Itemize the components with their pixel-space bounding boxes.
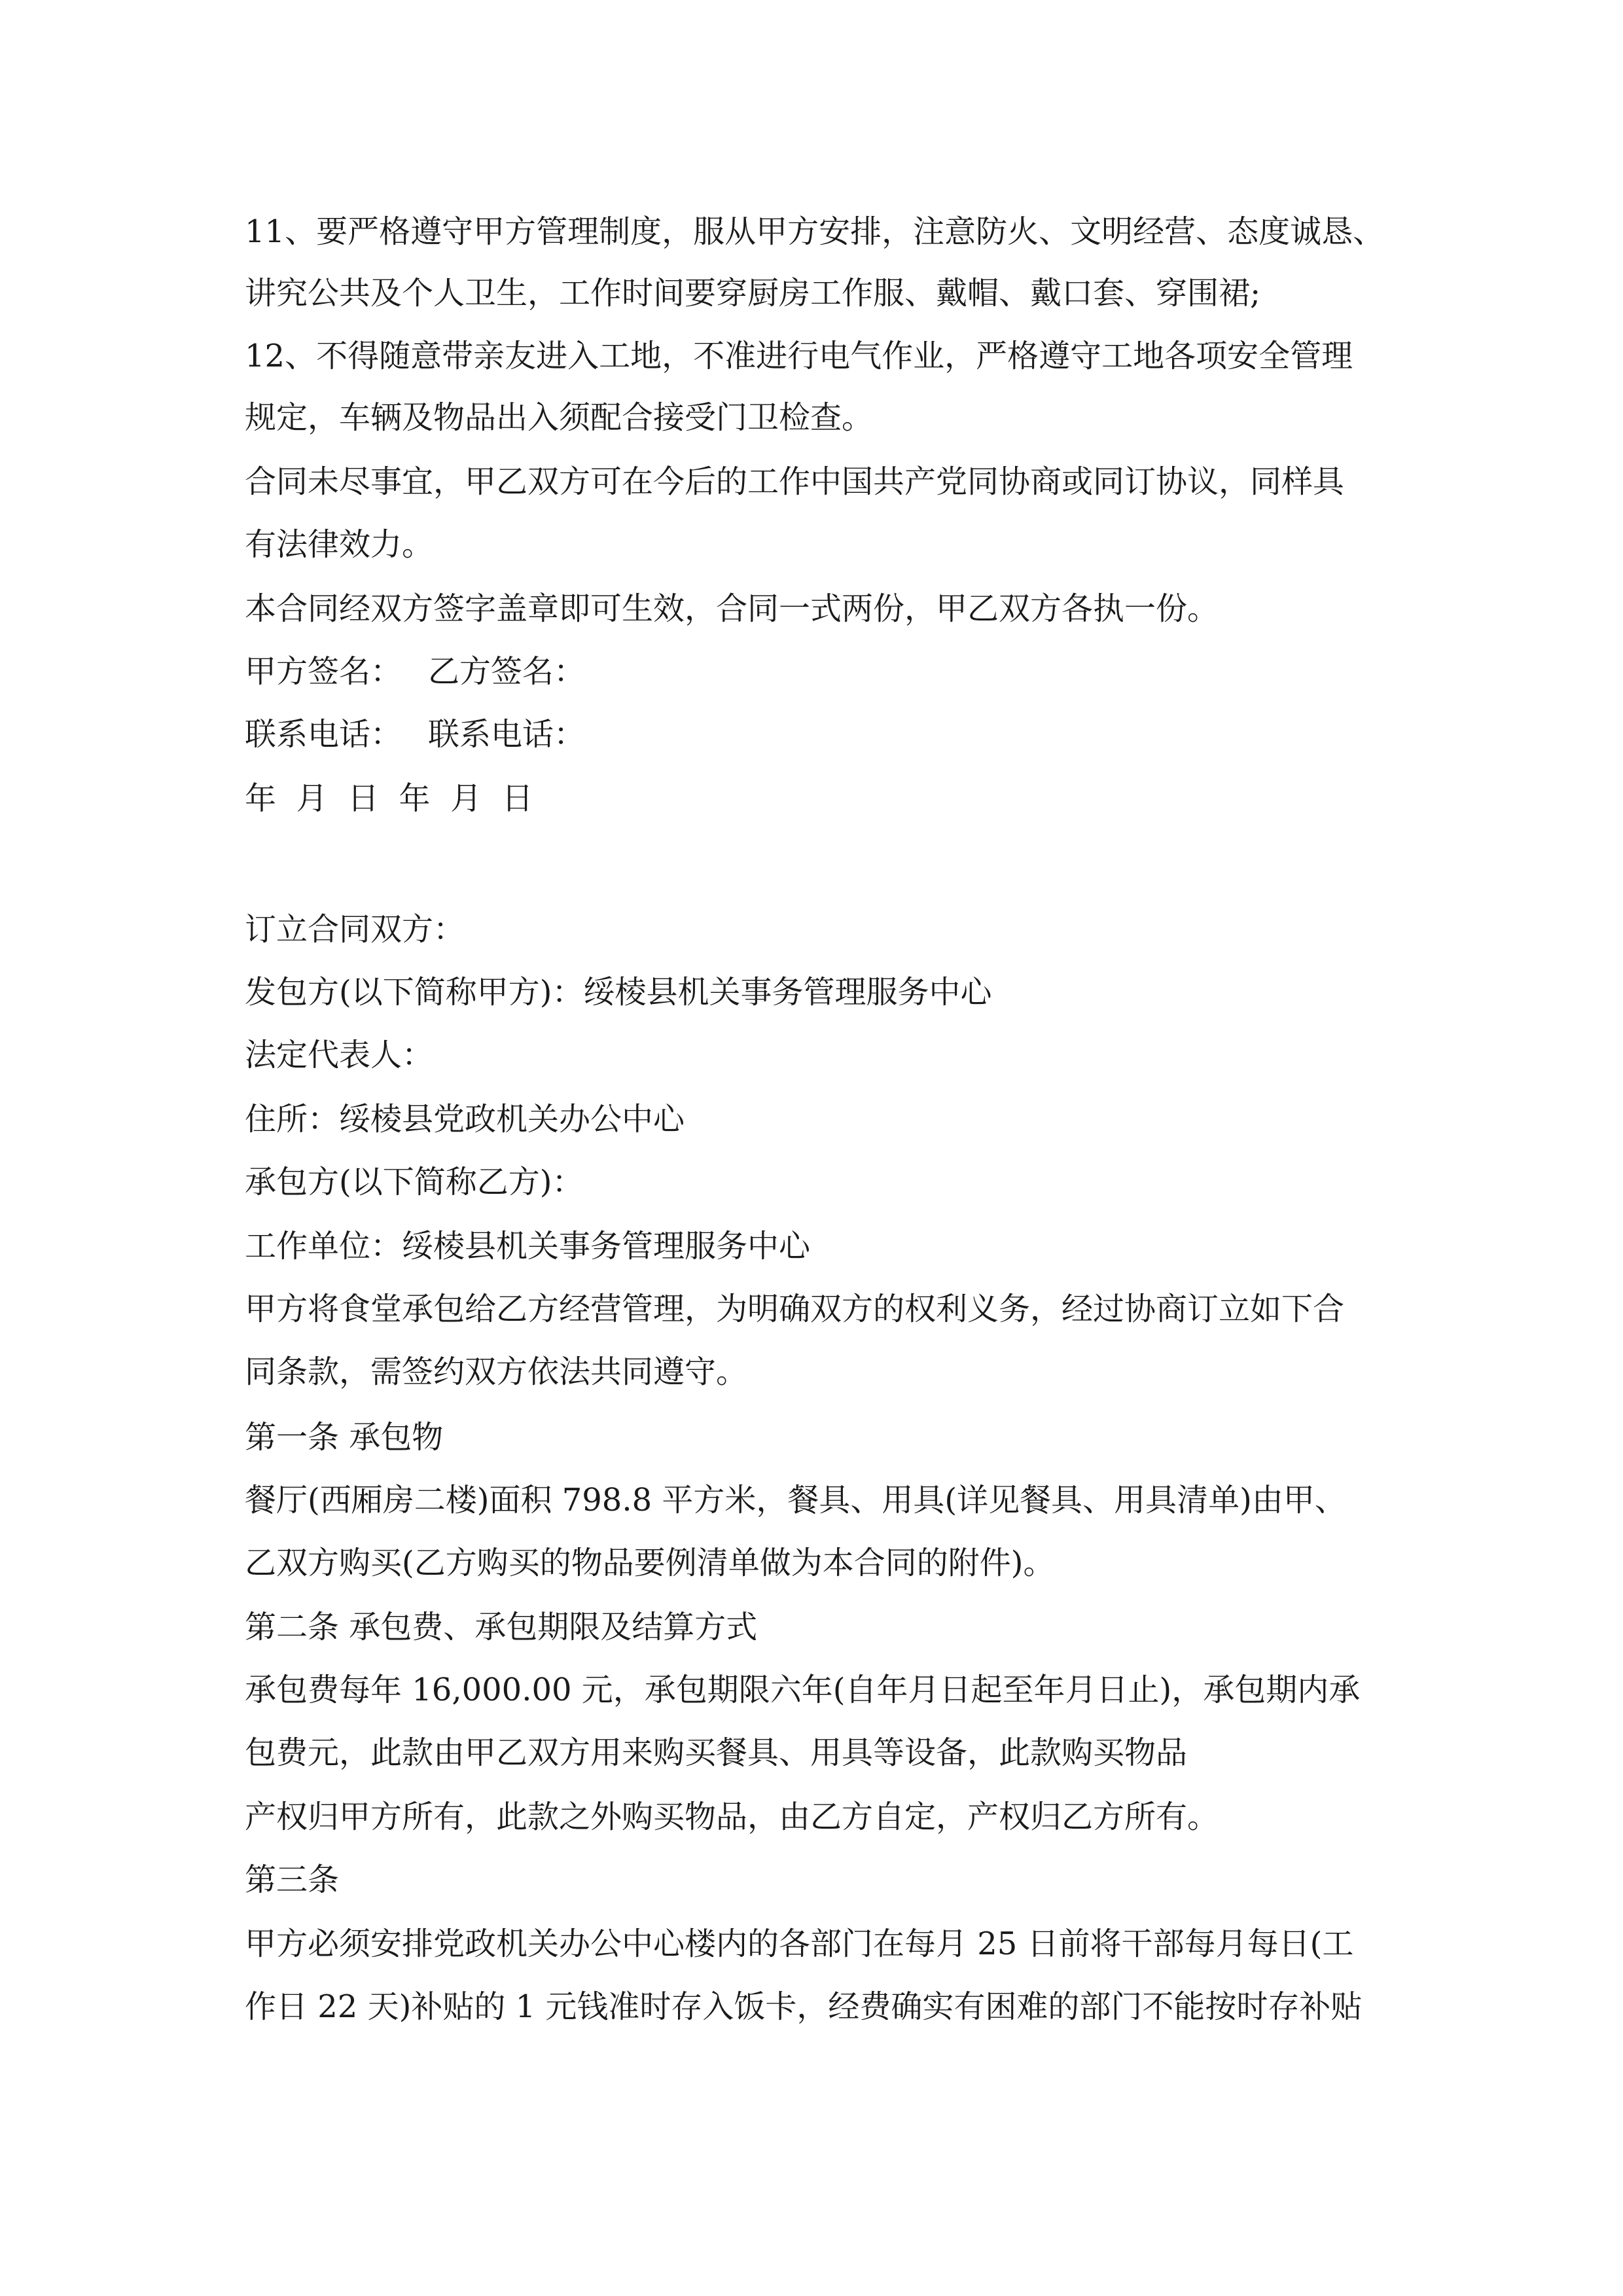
party-a-signature-label: 甲方签名： — [245, 653, 402, 690]
address-line: 住所：绥棱县党政机关办公中心 — [245, 1101, 685, 1138]
intro-line-2: 同条款，需签约双方依法共同遵守。 — [245, 1354, 748, 1390]
rule-12-line-2: 规定，车辆及物品出入须配合接受门卫检查。 — [245, 399, 874, 436]
rule-11-line-1: 11、要严格遵守甲方管理制度，服从甲方安排，注意防火、文明经营、态度诚恳、 — [245, 213, 1385, 250]
note-line-2: 有法律效力。 — [245, 526, 434, 563]
article-2-line-3: 产权归甲方所有，此款之外购买物品，由乙方自定，产权归乙方所有。 — [245, 1799, 1219, 1835]
rule-11-line-2: 讲究公共及个人卫生，工作时间要穿厨房工作服、戴帽、戴口套、穿围裙; — [245, 275, 1261, 312]
article-1-line-2: 乙双方购买(乙方购买的物品要例清单做为本合同的附件)。 — [245, 1545, 1055, 1581]
article-2-title: 第二条 承包费、承包期限及结算方式 — [245, 1609, 758, 1645]
party-b-signature-label: 乙方签名： — [428, 653, 586, 690]
contractor-line: 发包方(以下简称甲方)：绥棱县机关事务管理服务中心 — [245, 974, 992, 1011]
work-unit-line: 工作单位：绥棱县机关事务管理服务中心 — [245, 1228, 811, 1265]
phone-row — [245, 713, 585, 755]
article-2-line-2: 包费元，此款由甲乙双方用来购买餐具、用具等设备，此款购买物品 — [245, 1734, 1188, 1771]
contractee-line: 承包方(以下简称乙方)： — [245, 1164, 584, 1200]
article-2-line-1: 承包费每年 16,000.00 元，承包期限六年(自年月日起至年月日止)，承包期内承 — [245, 1672, 1361, 1708]
legal-representative-line: 法定代表人： — [245, 1037, 434, 1073]
effect-clause: 本合同经双方签字盖章即可生效，合同一式两份，甲乙双方各执一份。 — [245, 590, 1219, 627]
signature-row — [245, 651, 585, 692]
party-b-phone-label: 联系电话： — [428, 716, 586, 753]
article-3-line-2: 作日 22 天)补贴的 1 元钱准时存入饭卡，经费确实有困难的部门不能按时存补贴 — [245, 1988, 1363, 2025]
article-3-line-1: 甲方必须安排党政机关办公中心楼内的各部门在每月 25 日前将干部每月每日(工 — [245, 1926, 1354, 1962]
article-1-line-1: 餐厅(西厢房二楼)面积 798.8 平方米，餐具、用具(详见餐具、用具清单)由甲、 — [245, 1482, 1346, 1518]
intro-line-1: 甲方将食堂承包给乙方经营管理，为明确双方的权利义务，经过协商订立如下合 — [245, 1291, 1345, 1327]
article-3-title: 第三条 — [245, 1861, 340, 1898]
note-line-1: 合同未尽事宜，甲乙双方可在今后的工作中国共产党同协商或同订协议，同样具 — [245, 463, 1345, 500]
article-1-title: 第一条 承包物 — [245, 1419, 444, 1456]
party-a-phone-label: 联系电话： — [245, 716, 402, 753]
section-heading: 订立合同双方： — [245, 911, 465, 948]
rule-12-line-1: 12、不得随意带亲友进入工地，不准进行电气作业，严格遵守工地各项安全管理 — [245, 338, 1353, 374]
date-row: 年 月 日 年 月 日 — [245, 780, 533, 817]
